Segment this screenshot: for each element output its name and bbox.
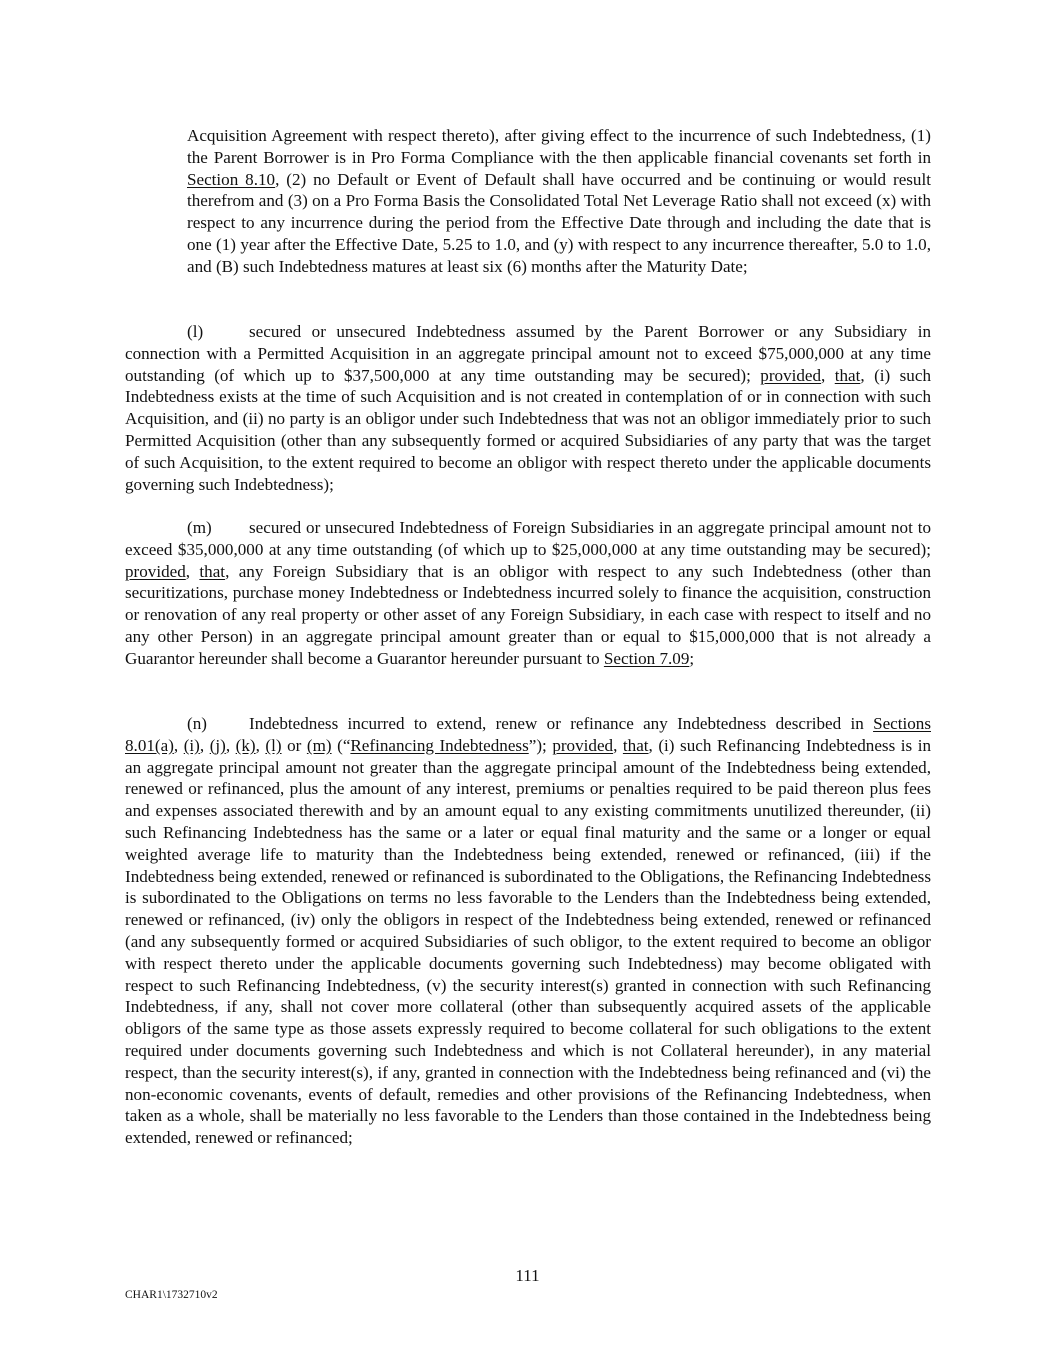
section-reference: (m) xyxy=(306,735,332,755)
text-segment: , (i) such Refinancing Indebtedness is in an aggregate principal amount not greater than the aggregate principal amount of the Indebtedness being extended, renewed or refinanced, plus the amount of any interest, premiums or penalties required to be paid thereon plus fees and expenses associated therewith and by an amount equal to any existing commitments unutilized thereunder, (ii) such Refinancing Indebtedness has the same or a later or equal final maturity and the same or a longer or equal weighted average life to maturity than the Indebtedness being extended, renewed or refinanced, (iii) if the Indebtedness being extended, renewed or refinanced is subordinated to the Obligations, the Refinancing Indebtedness is subordinated to the Obligations on terms no less favorable to the Lenders than the Indebtedness being extended, renewed or refinanced, (iv) only the obligors in respect of the Indebtedness being extended, renewed or refinanced (and any subsequently formed or acquired Subsidiaries of such obligor, to the extent required to become an obligor with respect thereto under the applicable documents governing such Indebtedness) may become obligated with respect to such Refinancing Indebtedness, (v) the security interest(s) granted in connection with such Refinancing Indebtedness, if any, shall not cover more collateral (other than subsequently acquired assets of the applicable obligors of the same type as those assets expressly required to become collateral for such obligations to the extent required under documents governing such Indebtedness and which is not Collateral hereunder), in any material respect, than the security interest(s), if any, granted in connection with the Indebtedness being refinanced and (vi) the non-economic covenants, events of default, remedies and other provisions of the Refinancing Indebtedness, when taken as a whole, shall be materially no less favorable to the Lenders than those contained in the Indebtedness being extended, renewed or refinanced; xyxy=(125,735,932,1148)
section-reference: Section 8.10 xyxy=(187,169,276,189)
text-segment: secured or unsecured Indebtedness assumed by the Parent Borrower or any Subsidiary in connection with a Permitted Acquisition in an aggregate principal amount not to exceed $75,000,000 at any time outstanding (of which up to $37,500,000 at any time outstanding may be secured); xyxy=(125,322,931,385)
that-term: that xyxy=(834,365,861,385)
text-segment: ”); xyxy=(528,735,553,755)
section-reference: Section 7.09 xyxy=(603,648,690,668)
section-reference: Sections 8.01(a) xyxy=(125,714,931,755)
section-reference: (l) xyxy=(265,735,282,755)
defined-term: Refinancing Indebtedness xyxy=(350,735,529,755)
text-segment: , (i) such Indebtedness exists at the time of such Acquisition and is not created in contemplation of or in connection with such Acquisition, and (ii) no party is an obligor under such Indebtedness that was not an obligor immediately prior to such Permitted Acquisition (other than any subsequently formed or acquired Subsidiaries of any party that was the target of such Acquisition, to the extent required to become an obligor with respect thereto under the applicable documents governing such Indebtedness); xyxy=(125,365,931,494)
document-id: CHAR1\1732710v2 xyxy=(125,1289,218,1301)
text-segment: , any Foreign Subsidiary that is an obligor with respect to any such Indebtedness (other than securitizations, purchase money Indebtedness or Indebtedness incurred solely to finance the acquisition, construction or renovation of any real property or other asset of any Foreign Subsidiary, in each case with respect to itself and no any other Person) in an aggregate principal amount greater than or equal to $15,000,000 that is not already a Guarantor hereunder shall become a Guarantor hereunder pursuant to xyxy=(125,561,932,668)
text-segment: , xyxy=(225,735,236,755)
clause-label: (n) xyxy=(187,714,207,733)
text-segment: secured or unsecured Indebtedness of Foreign Subsidiaries in an aggregate principal amount not to exceed $35,000,000 at any time outstanding (of which up to $25,000,000 at any time outstanding may be secured); xyxy=(125,518,931,559)
paragraph-continuation xyxy=(187,125,931,278)
text-segment: or xyxy=(281,735,307,755)
text-segment: , xyxy=(613,735,623,755)
section-reference: (i) xyxy=(183,735,200,755)
text-segment: , xyxy=(821,365,835,385)
page-number: 111 xyxy=(515,1266,540,1285)
text-segment: ; xyxy=(689,648,695,668)
text-segment: Indebtedness incurred to extend, renew or refinance any Indebtedness described in xyxy=(249,714,874,733)
section-reference: (k) xyxy=(235,735,256,755)
provided-term: provided xyxy=(125,561,186,581)
section-reference: (j) xyxy=(209,735,226,755)
text-segment: (“ xyxy=(331,735,351,755)
clause-n xyxy=(125,713,931,1149)
that-term: that xyxy=(199,561,226,581)
text-segment: , (2) no Default or Event of Default shall have occurred and be continuing or would result therefrom and (3) on a Pro Forma Basis the Consolidated Total Net Leverage Ratio shall not exceed (x) with respect to any incurrence during the period from the Effective Date through and including the date that is one (1) year after the Effective Date, 5.25 to 1.0, and (y) with respect to any incurrence thereafter, 5.0 to 1.0, and (B) such Indebtedness matures at least six (6) months after the Maturity Date; xyxy=(187,169,931,276)
text-segment: , xyxy=(199,735,210,755)
clause-m xyxy=(125,517,931,670)
clause-label: (m) xyxy=(187,518,212,537)
provided-term: provided xyxy=(760,365,822,385)
text-segment: Acquisition Agreement with respect thereto), after giving effect to the incurrence of such Indebtedness, (1) the Parent Borrower is in Pro Forma Compliance with the then applicable financial covenants set forth in xyxy=(187,126,931,167)
text-segment: , xyxy=(173,735,184,755)
text-segment: , xyxy=(255,735,266,755)
clause-label: (l) xyxy=(187,322,204,341)
text-segment: , xyxy=(185,561,200,581)
provided-term: provided xyxy=(552,735,614,755)
clause-l xyxy=(125,321,931,495)
that-term: that xyxy=(622,735,649,755)
